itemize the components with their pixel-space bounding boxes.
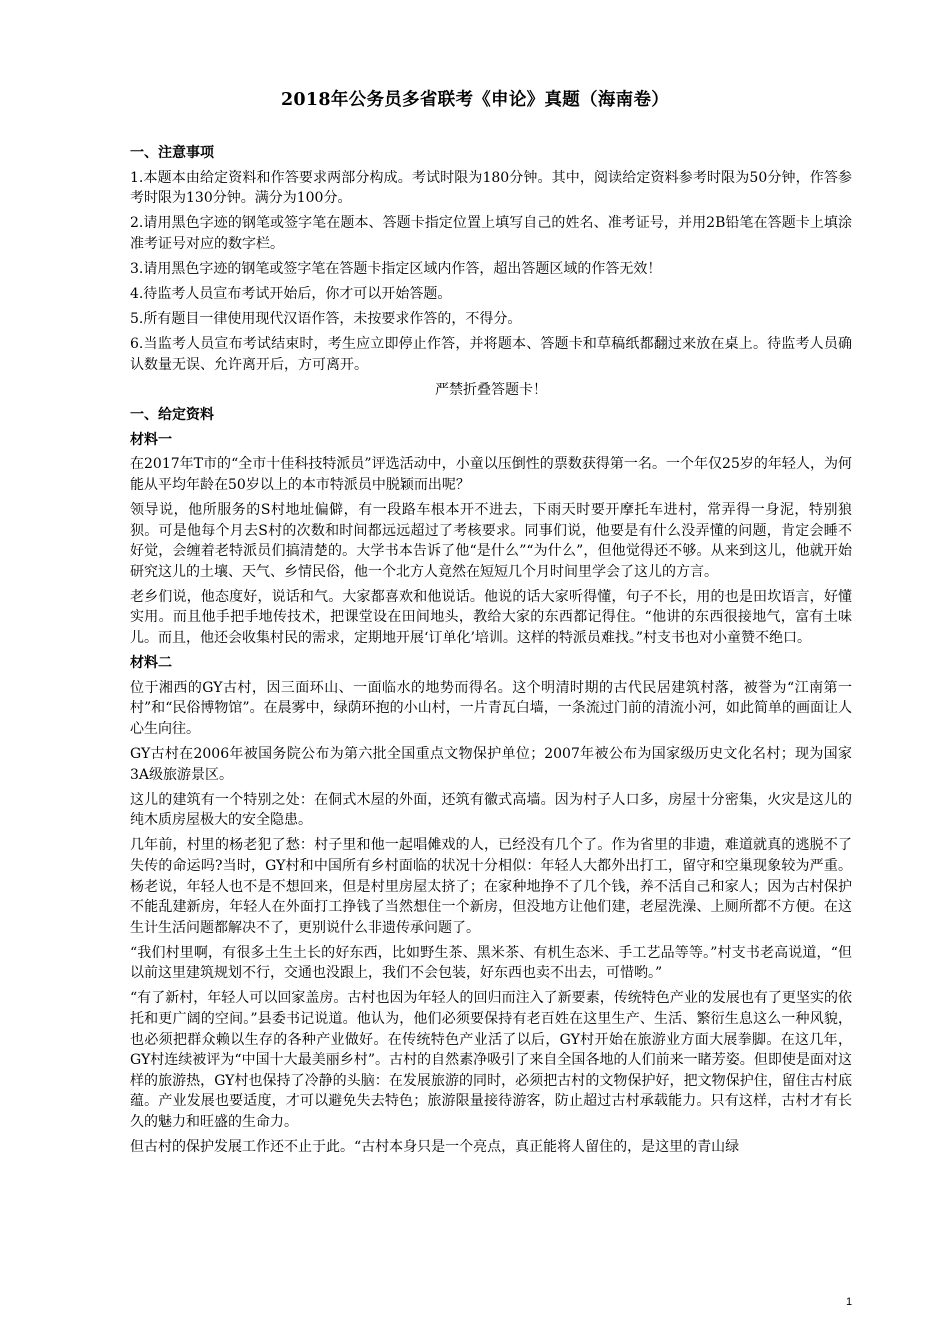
materials-heading: 一、给定资料 [130,407,214,424]
document-body [130,143,852,1162]
page-number: 1 [846,1296,853,1308]
material-2-heading: 材料二 [130,655,172,672]
material-2-paragraph: “我们村里啊，有很多土生土长的好东西，比如野生茶、黑米茶、有机生态米、手工艺品等等。”村支书老高说道，“但以前这里建筑规划不行，交通也没跟上，我们不会包装，好东西也卖不出去，可惜哟。” [130,944,852,982]
notice-warning: 严禁折叠答题卡！ [435,381,547,398]
page-title: 2018年公务员多省联考《申论》真题（海南卷） [280,90,670,110]
material-1-paragraph: 在2017年T市的“全市十佳科技特派员”评选活动中，小童以压倒性的票数获得第一名。一个年仅25岁的年轻人，为何能从平均年龄在50岁以上的本市特派员中脱颖而出呢？ [130,456,852,493]
notice-heading: 一、注意事项 [130,145,214,161]
material-2-paragraph: 位于湘西的GY古村，因三面环山、一面临水的地势而得名。这个明清时期的古代民居建筑村落，被誉为“江南第一村”和“民俗博物馆”。在晨雾中，绿荫环抱的小山村，一片青瓦白墙，一条流过门前的清流小河，如此简单的画面让人心生向往。 [130,679,852,737]
material-2-paragraph: 几年前，村里的杨老犯了愁：村子里和他一起唱傩戏的人，已经没有几个了。作为省里的非遗，难道就真的逃脱不了失传的命运吗?当时，GY村和中国所有乡村面临的状况十分相似：年轻人大都外出打工，留守和空巢现象较为严重。杨老说，年轻人也不是不想回来，但是村里房屋太挤了；在家种地挣不了几个钱，养不活自己和家人；因为古村保护不能乱建新房，年轻人在外面打工挣钱了当然想住一个新房，但没地方让他们建，老屋洗澡、上厕所都不方便。在这生计生活问题都解决不了，更别说什么非遗传承问题了。 [130,837,852,936]
notice-item: 3.请用黑色字迹的钢笔或签字笔在答题卡指定区域内作答，超出答题区域的作答无效！ [130,260,662,277]
material-2-paragraph: GY古村在2006年被国务院公布为第六批全国重点文物保护单位；2007年被公布为国家级历史文化名村；现为国家3A级旅游景区。 [130,745,852,783]
material-2-paragraph: 但古村的保护发展工作还不止于此。“古村本身只是一个亮点，真正能将人留住的，是这里的青山绿 [130,1139,740,1156]
material-1-heading: 材料一 [130,431,172,448]
notice-item: 2.请用黑色字迹的钢笔或签字笔在题本、答题卡指定位置上填写自己的姓名、准考证号，并用2B铅笔在答题卡上填涂准考证号对应的数字栏。 [130,215,852,252]
material-2-paragraph: 这儿的建筑有一个特别之处：在侗式木屋的外面，还筑有徽式高墙。因为村子人口多，房屋十分密集，火灾是这儿的纯木质房屋极大的安全隐患。 [130,791,852,829]
notice-item: 6.当监考人员宣布考试结束时，考生应立即停止作答，并将题本、答题卡和草稿纸都翻过来放在桌上。待监考人员确认数量无误、允许离开后，方可离开。 [130,336,852,373]
notice-item: 4.待监考人员宣布考试开始后，你才可以开始答题。 [130,286,452,303]
notice-item: 1.本题本由给定资料和作答要求两部分构成。考试时限为180分钟。其中，阅读给定资料参考时限为50分钟，作答参考时限为130分钟。满分为100分。 [130,169,852,207]
notice-item: 5.所有题目一律使用现代汉语作答，未按要求作答的，不得分。 [130,311,522,328]
material-1-paragraph: 老乡们说，他态度好，说话和气。大家都喜欢和他说话。他说的话大家听得懂，句子不长，用的也是田坎语言，好懂实用。而且他手把手地传技术，把课堂设在田间地头，教给大家的东西都记得住。“他讲的东西很接地气，富有土味儿。而且，他还会收集村民的需求，定期地开展‘订单化’培训。这样的特派员难找。”村支书也对小童赞不绝口。 [130,588,852,646]
material-2-paragraph: “有了新村，年轻人可以回家盖房。古村也因为年轻人的回归而注入了新要素，传统特色产业的发展也有了更坚实的依托和更广阔的空间。”县委书记说道。他认为，他们必须要保持有老百姓在这里生产、生活、繁衍生息这么一种风貌，也必须把群众赖以生存的各种产业做好。在传统特色产业活了以后，GY村开始在旅游业方面大展拳脚。在这几年，GY村连续被评为“中国十大最美丽乡村”。古村的自然素净吸引了来自全国各地的人们前来一睹芳姿。但即使是面对这样的旅游热，GY村也保持了冷静的头脑：在发展旅游的同时，必须把古村的文物保护好，把文物保护住，留住古村底蕴。产业发展也要适度，才可以避免失去特色；旅游限量接待游客，防止超过古村承载能力。只有这样，古村才有长久的魅力和旺盛的生命力。 [130,990,852,1131]
material-1-paragraph: 领导说，他所服务的S村地址偏僻，有一段路车根本开不进去，下雨天时要开摩托车进村，常弄得一身泥，特别狼狈。可是他每个月去S村的次数和时间都远远超过了考核要求。同事们说，他要是有什么没弄懂的问题，肯定会睡不好觉，会缠着老特派员们搞清楚的。大学书本告诉了他“是什么”“为什么”，但他觉得还不够。从来到这儿，他就开始研究这儿的土壤、天气、乡情民俗，他一个北方人竟然在短短几个月时间里学会了这儿的方言。 [130,501,852,580]
